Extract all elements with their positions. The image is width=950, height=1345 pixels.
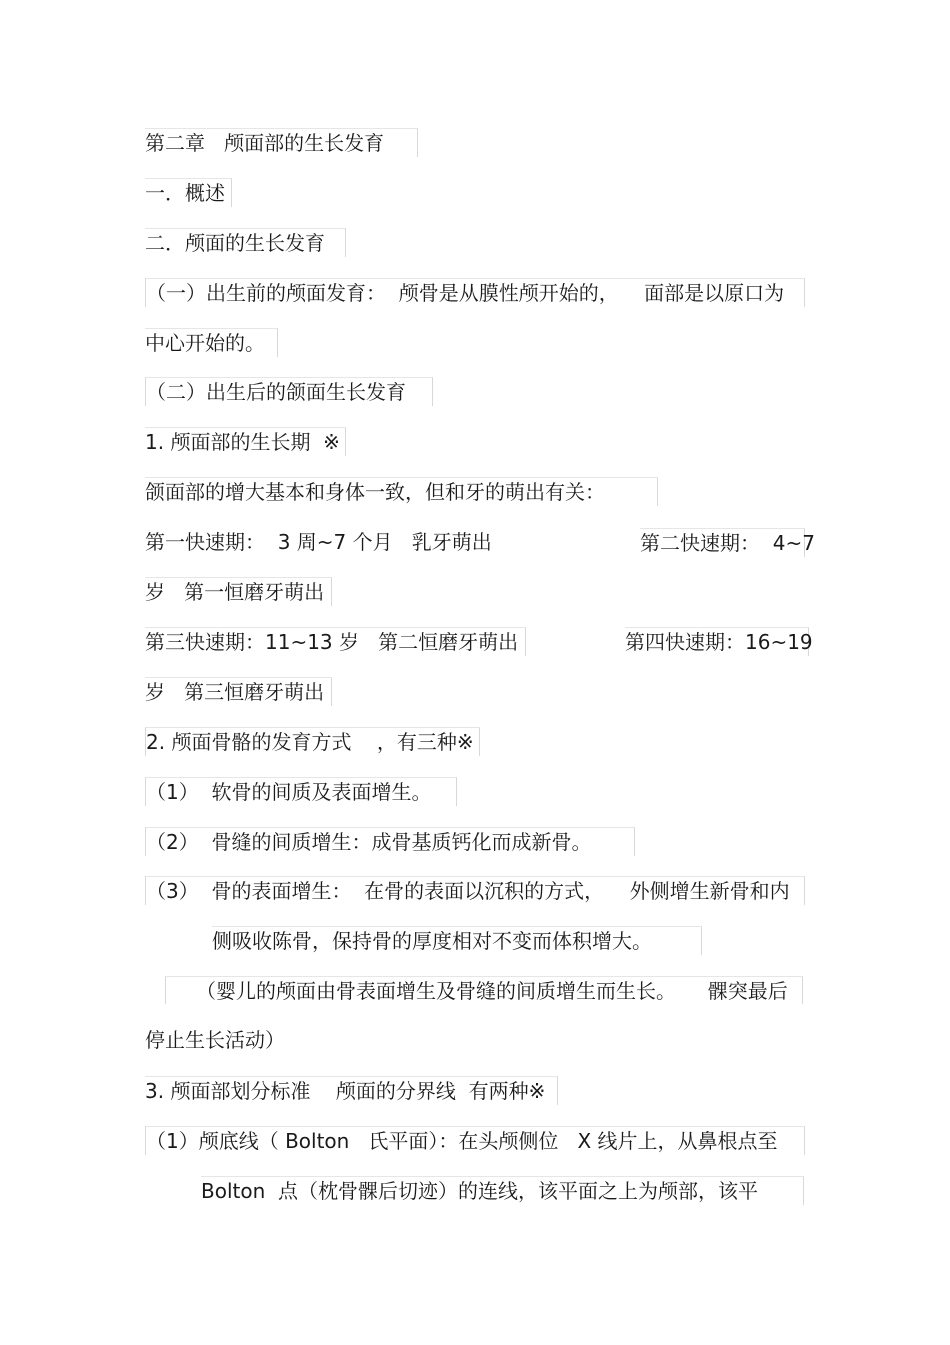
list-item-3-line2: 侧吸收陈骨，保持骨的厚度相对不变而体积增大。 <box>212 926 702 955</box>
note-line1: （婴儿的颅面由骨表面增生及骨缝的间质增生而生长。 髁突最后 <box>165 976 803 1004</box>
paragraph-postnatal: （二）出生后的颌面生长发育 <box>145 377 433 406</box>
growth-phase-3: 第三快速期：11~13 岁 第二恒磨牙萌出 <box>145 627 526 656</box>
paragraph-growth-relation: 颌面部的增大基本和身体一致，但和牙的萌出有关： <box>145 477 658 506</box>
list-item-1: （1） 软骨的间质及表面增生。 <box>145 777 457 806</box>
section-growth: 二．颅面的生长发育 <box>145 228 346 257</box>
criteria-item-1-line2: Bolton 点（枕骨髁后切迹）的连线，该平面之上为颅部，该平 <box>201 1176 804 1205</box>
list-item-2: （2） 骨缝的间质增生：成骨基质钙化而成新骨。 <box>145 827 635 856</box>
heading-growth-period: 1. 颅面部的生长期 ※ <box>145 427 346 456</box>
growth-phase-2-cont: 岁 第一恒磨牙萌出 <box>145 577 332 606</box>
note-line2: 停止生长活动） <box>145 1028 285 1052</box>
growth-phase-4-cont: 岁 第三恒磨牙萌出 <box>145 677 332 706</box>
heading-division-criteria: 3. 颅面部划分标准 颅面的分界线 有两种※ <box>145 1076 558 1105</box>
chapter-title: 第二章 颅面部的生长发育 <box>145 128 418 157</box>
list-item-3-line1: （3） 骨的表面增生： 在骨的表面以沉积的方式， 外侧增生新骨和内 <box>145 876 805 905</box>
paragraph-prenatal-line2: 中心开始的。 <box>145 328 278 357</box>
heading-bone-development: 2. 颅面骨骼的发育方式 ，有三种※ <box>145 727 480 756</box>
growth-phase-4: 第四快速期：16~19 <box>625 627 809 656</box>
section-overview: 一．概述 <box>145 178 232 207</box>
growth-phase-2: 第二快速期： 4~7 <box>640 528 805 557</box>
growth-phase-1: 第一快速期： 3 周~7 个月 乳牙萌出 <box>145 530 492 554</box>
paragraph-prenatal-line1: （一）出生前的颅面发育： 颅骨是从膜性颅开始的， 面部是以原口为 <box>145 278 805 307</box>
criteria-item-1-line1: （1）颅底线（ Bolton 氏平面）：在头颅侧位 X 线片上，从鼻根点至 <box>145 1126 805 1155</box>
